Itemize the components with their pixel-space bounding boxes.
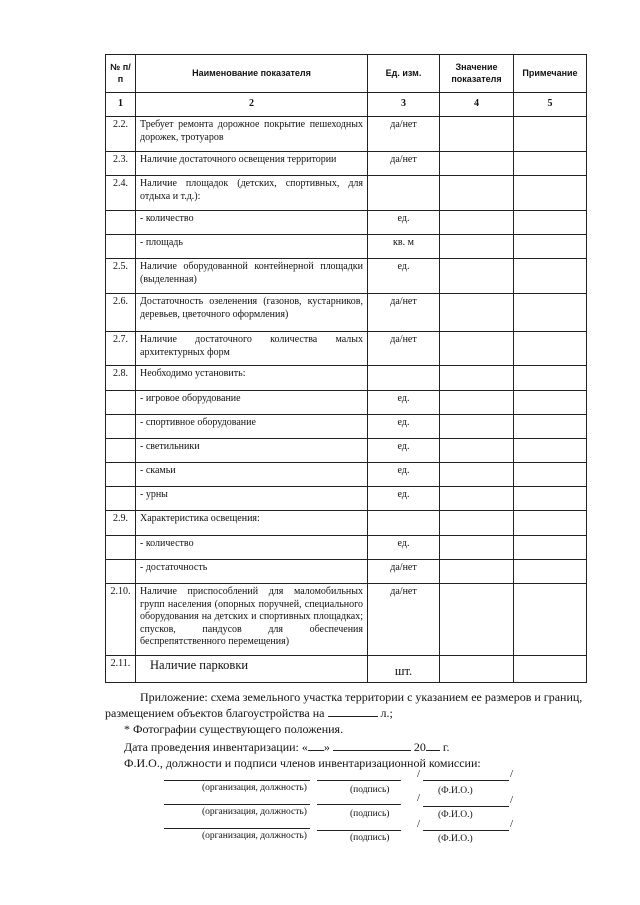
org-position-line[interactable]: [164, 780, 310, 781]
row-num: 2.9.: [106, 511, 136, 536]
header-note: Примечание: [514, 55, 587, 93]
table-row: [106, 463, 587, 487]
table-header-row: [106, 55, 587, 93]
row-num: 2.2.: [106, 117, 136, 152]
row-unit: да/нет: [368, 117, 440, 152]
row-note-cell[interactable]: [514, 152, 587, 176]
row-note-cell[interactable]: [514, 487, 587, 511]
signature-caption: (подпись): [350, 809, 390, 819]
row-value-cell[interactable]: [440, 536, 514, 560]
row-value-cell[interactable]: [440, 294, 514, 332]
year-blank[interactable]: [426, 740, 440, 751]
table-row: [106, 439, 587, 463]
table-row: [106, 176, 587, 211]
col-number: 1: [106, 93, 136, 117]
row-num: 2.7.: [106, 332, 136, 366]
appendix-line-1: Приложение: схема земельного участка территории с указанием ее размеров и границ,: [140, 690, 583, 704]
row-note-cell[interactable]: [514, 560, 587, 584]
row-name: - урны: [136, 487, 368, 511]
row-unit: да/нет: [368, 294, 440, 332]
fio-line[interactable]: [423, 780, 509, 781]
fio-caption: (Ф.И.О.): [438, 786, 473, 796]
row-name: Необходимо установить:: [136, 366, 368, 391]
row-value-cell[interactable]: [440, 511, 514, 536]
row-note-cell[interactable]: [514, 332, 587, 366]
day-blank[interactable]: [308, 740, 324, 751]
org-position-line[interactable]: [164, 804, 310, 805]
col-number: 4: [440, 93, 514, 117]
row-name: Наличие приспособлений для маломобильных групп населения (опорных поручней, специального оборудования на детских и спортивных площадках; спусков, пандусов для обеспечения беспрепятственного перемещения): [136, 584, 368, 656]
row-num: 2.3.: [106, 152, 136, 176]
row-unit: ед.: [368, 439, 440, 463]
row-note-cell[interactable]: [514, 259, 587, 294]
row-num: [106, 560, 136, 584]
row-name: - игровое оборудование: [136, 391, 368, 415]
row-note-cell[interactable]: [514, 415, 587, 439]
row-name: - скамьи: [136, 463, 368, 487]
column-number-row: [106, 93, 587, 117]
row-note-cell[interactable]: [514, 584, 587, 656]
table-row: [106, 511, 587, 536]
col-number: 2: [136, 93, 368, 117]
row-value-cell[interactable]: [440, 259, 514, 294]
row-unit: да/нет: [368, 584, 440, 656]
header-name: Наименование показателя: [136, 55, 368, 93]
row-note-cell[interactable]: [514, 211, 587, 235]
table-row: [106, 117, 587, 152]
date-suffix: г.: [442, 740, 450, 754]
row-unit: да/нет: [368, 332, 440, 366]
col-number: 3: [368, 93, 440, 117]
row-name: Требует ремонта дорожное покрытие пешеходных дорожек, тротуаров: [136, 117, 368, 152]
appendix-suffix: л.;: [380, 706, 393, 720]
row-note-cell[interactable]: [514, 511, 587, 536]
table-row: [106, 536, 587, 560]
row-value-cell[interactable]: [440, 391, 514, 415]
row-num: 2.8.: [106, 366, 136, 391]
signature-caption: (подпись): [350, 785, 390, 795]
slash: /: [417, 792, 421, 804]
appendix-prefix: размещением объектов благоустройства на: [105, 706, 325, 720]
table-row: [106, 259, 587, 294]
row-num: 2.10.: [106, 584, 136, 656]
row-note-cell[interactable]: [514, 235, 587, 259]
row-value-cell[interactable]: [440, 656, 514, 683]
row-value-cell[interactable]: [440, 176, 514, 211]
row-value-cell[interactable]: [440, 415, 514, 439]
row-name: Наличие достаточного количества малых архитектурных форм: [136, 332, 368, 366]
row-note-cell[interactable]: [514, 391, 587, 415]
table-row: [106, 235, 587, 259]
row-unit: ед.: [368, 211, 440, 235]
indicators-table: [105, 54, 587, 683]
row-note-cell[interactable]: [514, 117, 587, 152]
slash: /: [417, 818, 421, 830]
table-row: [106, 584, 587, 656]
row-num: [106, 536, 136, 560]
org-position-caption: (организация, должность): [202, 807, 307, 817]
photos-note: * Фотографии существующего положения.: [124, 722, 344, 736]
fio-line[interactable]: [423, 830, 509, 831]
row-name: Наличие оборудованной контейнерной площадки (выделенная): [136, 259, 368, 294]
table-row: [106, 415, 587, 439]
row-note-cell[interactable]: [514, 656, 587, 683]
row-value-cell[interactable]: [440, 584, 514, 656]
row-unit: ед.: [368, 415, 440, 439]
commission-heading: Ф.И.О., должности и подписи членов инвентаризационной комиссии:: [124, 756, 481, 770]
row-note-cell[interactable]: [514, 463, 587, 487]
row-unit: ед.: [368, 487, 440, 511]
row-note-cell[interactable]: [514, 366, 587, 391]
table-row: [106, 152, 587, 176]
row-value-cell[interactable]: [440, 463, 514, 487]
slash: /: [510, 794, 514, 806]
header-unit: Ед. изм.: [368, 55, 440, 93]
row-name: - площадь: [136, 235, 368, 259]
table-row: [106, 560, 587, 584]
date-mid: »: [323, 740, 330, 754]
date-prefix: Дата проведения инвентаризации: «: [124, 740, 308, 754]
row-unit: да/нет: [368, 560, 440, 584]
row-unit: [368, 366, 440, 391]
fio-line[interactable]: [423, 806, 509, 807]
row-name: - достаточность: [136, 560, 368, 584]
row-value-cell[interactable]: [440, 366, 514, 391]
row-unit: ед.: [368, 463, 440, 487]
row-unit: [368, 511, 440, 536]
signature-line[interactable]: [317, 804, 401, 805]
row-value-cell[interactable]: [440, 560, 514, 584]
row-num: [106, 439, 136, 463]
table-row: [106, 656, 587, 683]
row-num: [106, 391, 136, 415]
inventory-date: [124, 740, 449, 755]
slash: /: [417, 768, 421, 780]
fio-caption: (Ф.И.О.): [438, 810, 473, 820]
row-value-cell[interactable]: [440, 235, 514, 259]
row-num: [106, 415, 136, 439]
header-num: № п/п: [106, 55, 136, 93]
row-note-cell[interactable]: [514, 294, 587, 332]
row-unit: да/нет: [368, 152, 440, 176]
row-num: 2.11.: [106, 656, 136, 683]
row-value-cell[interactable]: [440, 332, 514, 366]
row-name: Наличие достаточного освещения территории: [136, 152, 368, 176]
row-note-cell[interactable]: [514, 536, 587, 560]
row-num: [106, 463, 136, 487]
fio-caption: (Ф.И.О.): [438, 834, 473, 844]
row-name: - светильники: [136, 439, 368, 463]
row-name: Достаточность озеленения (газонов, кустарников, деревьев, цветочного оформления): [136, 294, 368, 332]
table-row: [106, 294, 587, 332]
row-value-cell[interactable]: [440, 439, 514, 463]
row-num: [106, 235, 136, 259]
row-unit: шт.: [368, 656, 440, 683]
signature-line[interactable]: [317, 830, 401, 831]
sheets-blank[interactable]: [328, 706, 378, 717]
row-value-cell[interactable]: [440, 487, 514, 511]
appendix-line-2: [105, 706, 393, 721]
row-unit: ед.: [368, 536, 440, 560]
table-row: [106, 211, 587, 235]
row-name: Характеристика освещения:: [136, 511, 368, 536]
row-note-cell[interactable]: [514, 439, 587, 463]
signature-line[interactable]: [317, 780, 401, 781]
col-number: 5: [514, 93, 587, 117]
row-name: - количество: [136, 536, 368, 560]
row-unit: ед.: [368, 259, 440, 294]
month-blank[interactable]: [333, 740, 411, 751]
table-row: [106, 391, 587, 415]
row-num: [106, 487, 136, 511]
table-row: [106, 487, 587, 511]
row-value-cell[interactable]: [440, 211, 514, 235]
row-unit: ед.: [368, 391, 440, 415]
row-num: 2.5.: [106, 259, 136, 294]
row-unit: кв. м: [368, 235, 440, 259]
table-row: [106, 366, 587, 391]
header-value: Значение показателя: [440, 55, 514, 93]
row-num: [106, 211, 136, 235]
row-note-cell[interactable]: [514, 176, 587, 211]
slash: /: [510, 818, 514, 830]
row-num: 2.4.: [106, 176, 136, 211]
row-name: Наличие площадок (детских, спортивных, для отдыха и т.д.):: [136, 176, 368, 211]
date-year: 20: [413, 740, 426, 754]
slash: /: [510, 768, 514, 780]
row-num: 2.6.: [106, 294, 136, 332]
row-name: - спортивное оборудование: [136, 415, 368, 439]
org-position-line[interactable]: [164, 828, 310, 829]
org-position-caption: (организация, должность): [202, 783, 307, 793]
row-unit: [368, 176, 440, 211]
row-name: - количество: [136, 211, 368, 235]
signature-caption: (подпись): [350, 833, 390, 843]
table-row: [106, 332, 587, 366]
row-name: Наличие парковки: [136, 656, 368, 683]
row-value-cell[interactable]: [440, 152, 514, 176]
row-value-cell[interactable]: [440, 117, 514, 152]
org-position-caption: (организация, должность): [202, 831, 307, 841]
